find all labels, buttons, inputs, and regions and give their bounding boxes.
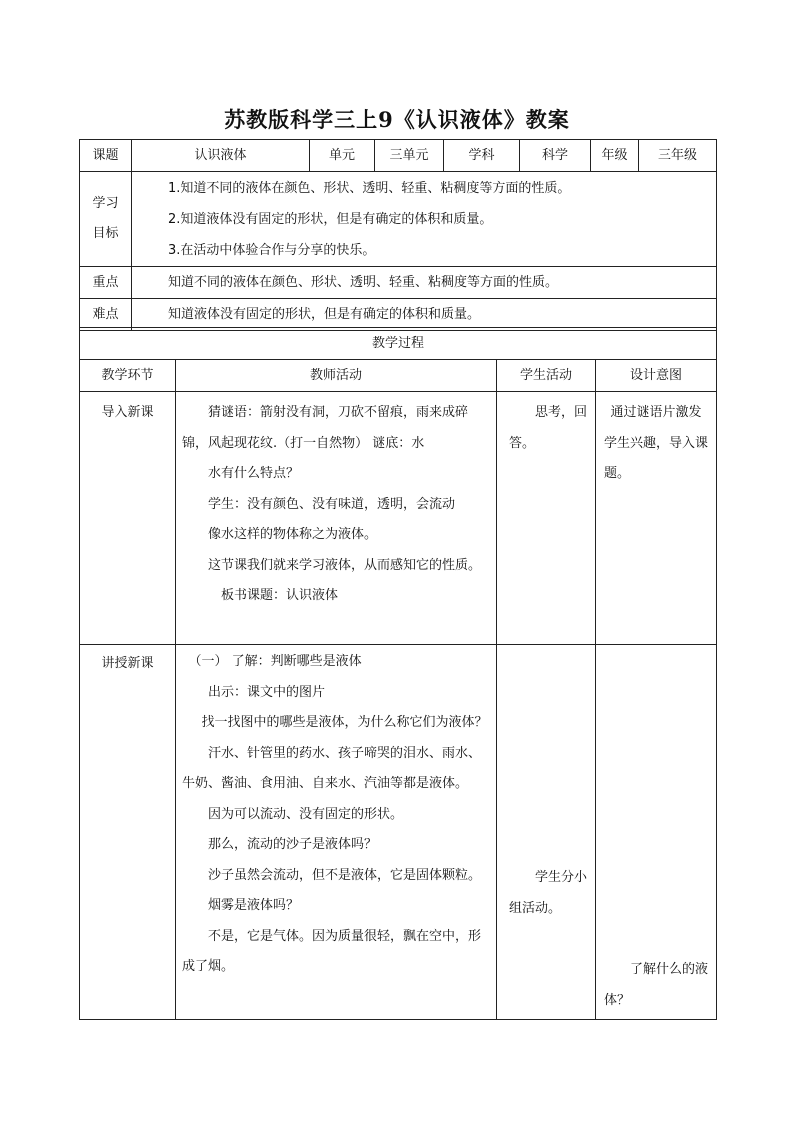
intro-teacher-line: 水有什么特点？ [208, 466, 300, 481]
new-teacher-line: （一） 了解：判断哪些是液体 [188, 654, 362, 669]
new-lesson-row [80, 645, 717, 1020]
new-teacher-line: 汗水、针管里的药水、孩子啼哭的泪水、雨水、牛奶、酱油、食用油、自来水、汽油等都是液体。 [182, 745, 482, 791]
new-intent-text: 了解什么的液体？ [604, 962, 709, 1008]
new-teacher-line: 找一找图中的哪些是液体，为什么称它们为液体？ [201, 715, 488, 730]
grade-label: 年级 [591, 140, 639, 172]
goals-label-line-1: 学习 [92, 196, 119, 211]
difficulty-text: 知道液体没有固定的形状，但是有确定的体积和质量。 [132, 299, 717, 331]
document-title: 苏教版科学三上9《认识液体》教案 [224, 107, 570, 132]
new-stage: 讲授新课 [80, 645, 176, 1020]
process-title: 教学过程 [80, 328, 717, 360]
teaching-process-table [79, 327, 717, 1020]
topic-label: 课题 [80, 140, 132, 172]
topic-value: 认识液体 [132, 140, 310, 172]
intro-teacher-line: 猜谜语：箭射没有洞，刀砍不留痕，雨来成碎锦，风起现花纹.（打一自然物） 谜底：水 [182, 405, 469, 451]
goals-label-line-2: 目标 [92, 226, 119, 241]
new-teacher [176, 645, 497, 1020]
intro-teacher [176, 392, 497, 645]
difficulty-row [80, 299, 717, 331]
intro-teacher-line: 这节课我们就来学习液体，从而感知它的性质。 [208, 557, 482, 573]
intro-student [497, 392, 596, 645]
lesson-info-table [79, 139, 717, 331]
subject-value: 科学 [520, 140, 591, 172]
new-teacher-line: 因为可以流动、没有固定的形状。 [208, 806, 404, 822]
header-stage: 教学环节 [80, 360, 176, 392]
goal-item: 3.在活动中体验合作与分享的快乐。 [168, 242, 376, 258]
new-student-text: 学生分小组活动。 [509, 870, 588, 916]
new-teacher-line: 那么，流动的沙子是液体吗？ [208, 837, 378, 852]
info-row [80, 140, 717, 172]
new-intent [596, 645, 717, 1020]
intro-teacher-line: 板书课题：认识液体 [221, 588, 339, 603]
intro-intent-text: 通过谜语片激发学生兴趣，导入课题。 [604, 405, 709, 481]
process-title-row [80, 328, 717, 360]
intro-intent [596, 392, 717, 645]
intro-teacher-line: 像水这样的物体称之为液体。 [208, 527, 378, 542]
goals-row [80, 172, 717, 267]
key-point-label: 重点 [80, 267, 132, 299]
intro-teacher-line: 学生：没有颜色、没有味道，透明，会流动 [208, 496, 456, 512]
process-header-row [80, 360, 717, 392]
unit-label: 单元 [310, 140, 375, 172]
intro-row [80, 392, 717, 645]
unit-value: 三单元 [375, 140, 444, 172]
intro-student-text: 思考，回答。 [509, 405, 588, 451]
new-teacher-line: 不是，它是气体。因为质量很轻，飘在空中，形成了烟。 [182, 928, 482, 974]
header-intent: 设计意图 [596, 360, 717, 392]
header-teacher: 教师活动 [176, 360, 497, 392]
goal-item: 1.知道不同的液体在颜色、形状、透明、轻重、粘稠度等方面的性质。 [168, 180, 571, 196]
new-teacher-line: 烟雾是液体吗？ [208, 898, 300, 913]
goals-list [132, 172, 717, 267]
new-student [497, 645, 596, 1020]
goals-label [80, 172, 132, 267]
header-student: 学生活动 [497, 360, 596, 392]
new-teacher-line: 沙子虽然会流动，但不是液体，它是固体颗粒。 [208, 867, 482, 883]
grade-value: 三年级 [639, 140, 717, 172]
new-teacher-line: 出示：课文中的图片 [208, 684, 326, 700]
intro-stage: 导入新课 [80, 392, 176, 645]
goal-item: 2.知道液体没有固定的形状，但是有确定的体积和质量。 [168, 211, 493, 227]
key-point-text: 知道不同的液体在颜色、形状、透明、轻重、粘稠度等方面的性质。 [132, 267, 717, 299]
key-point-row [80, 267, 717, 299]
subject-label: 学科 [444, 140, 520, 172]
difficulty-label: 难点 [80, 299, 132, 331]
